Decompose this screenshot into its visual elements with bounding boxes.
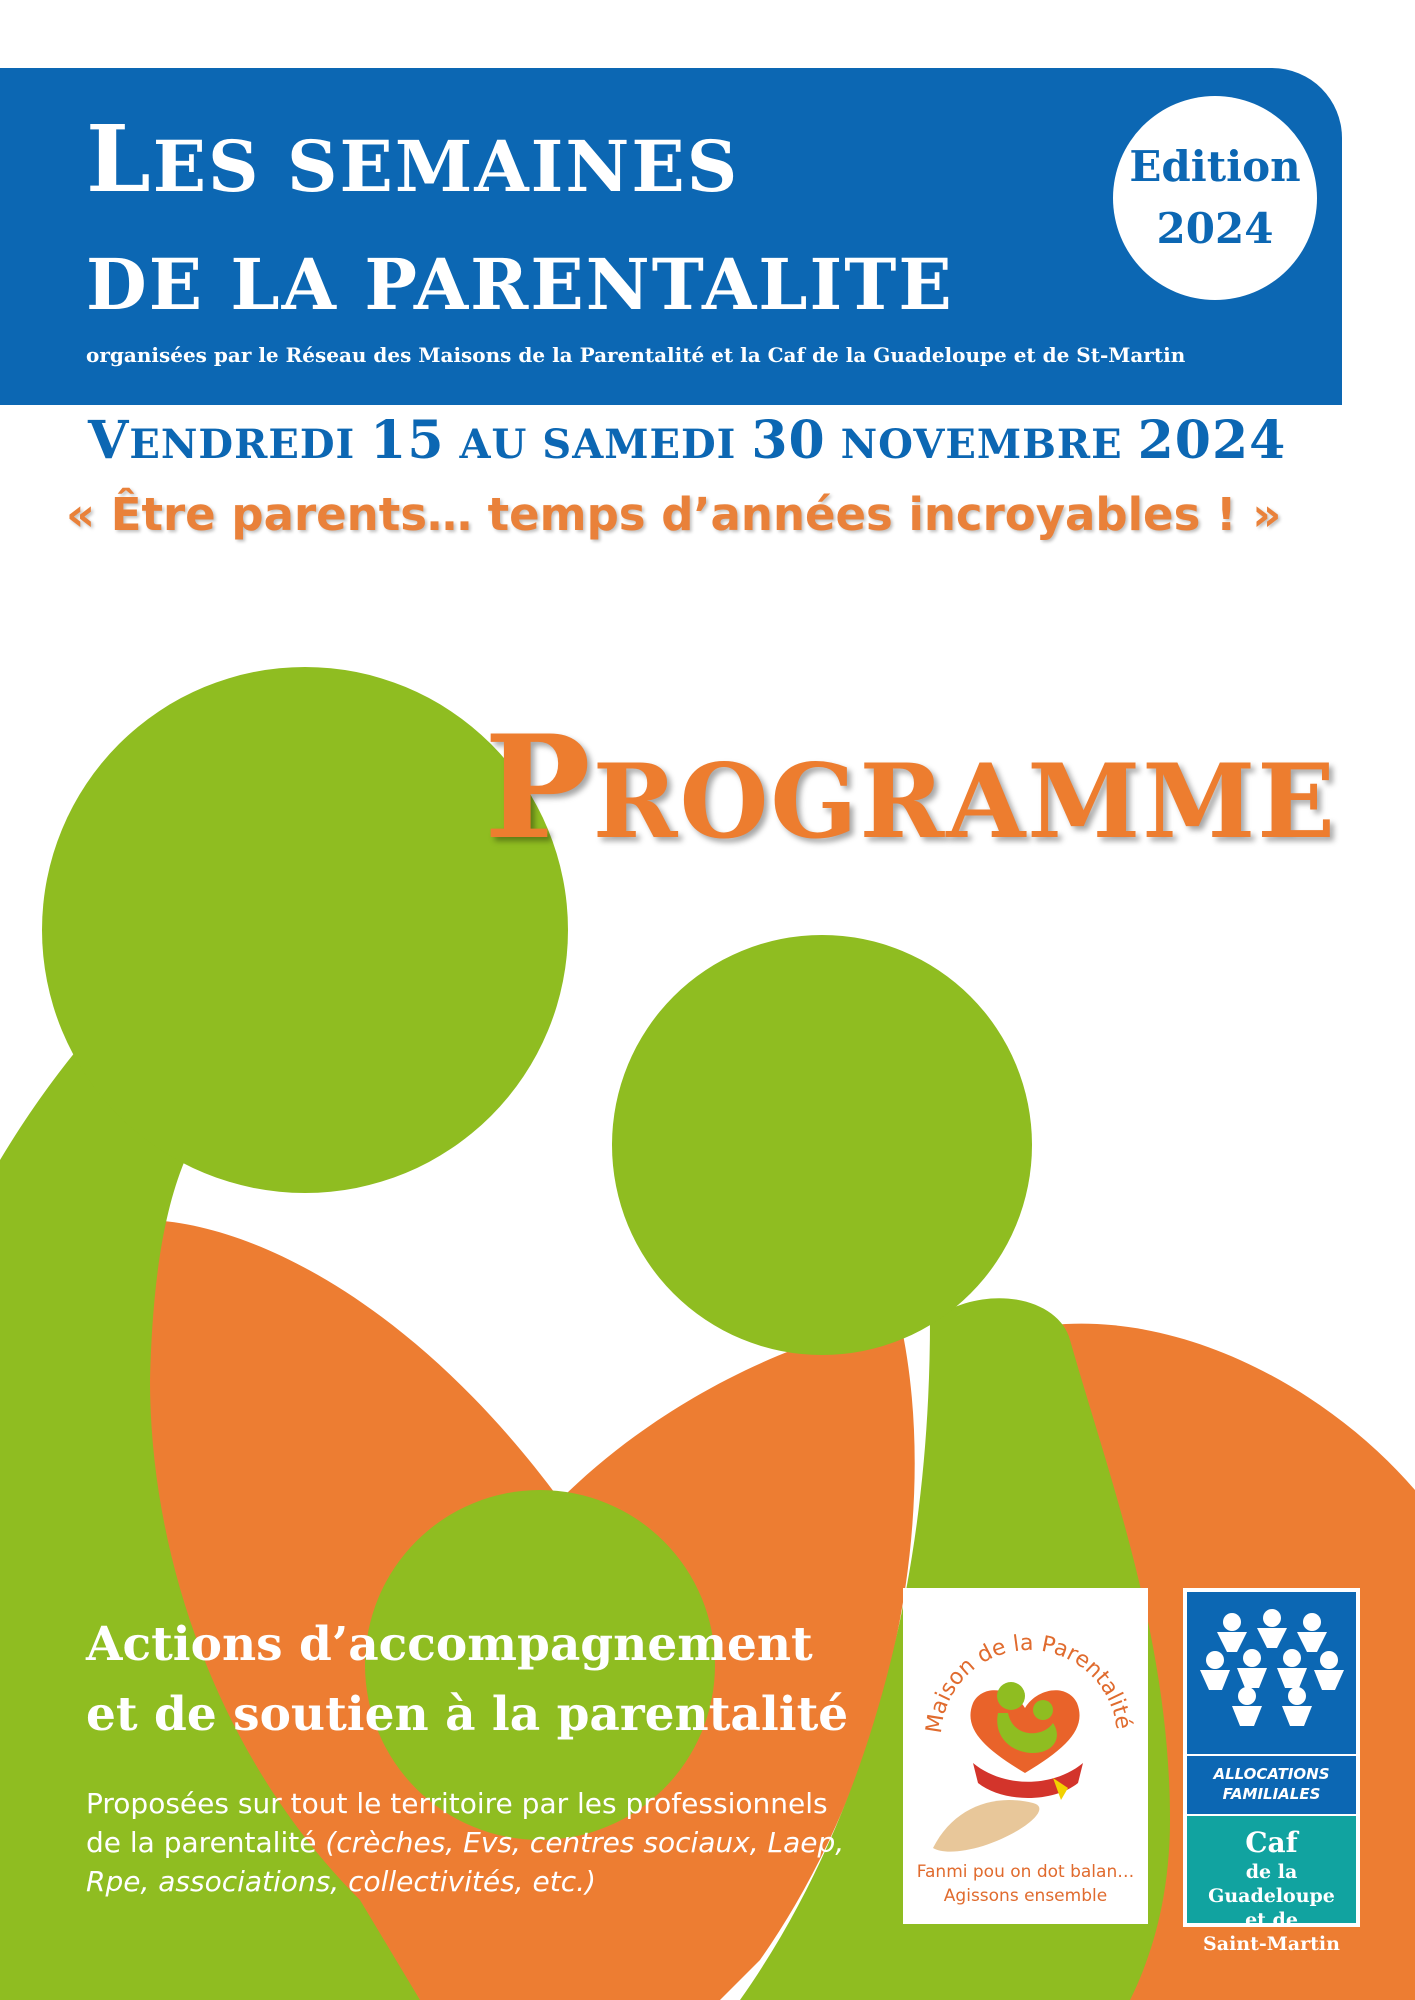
dates-weekday1: ENDREDI — [129, 421, 371, 468]
dates-day1: 15 — [370, 410, 445, 471]
maison-shell-icon — [933, 1800, 1039, 1852]
allocations-line1: ALLOCATIONS — [1213, 1765, 1330, 1783]
title-line1: ES SEMAINES — [152, 125, 740, 208]
actions-description — [86, 1784, 866, 1901]
actions-heading — [86, 1610, 886, 1750]
maison-name: Maison de la Parentalité — [921, 1630, 1136, 1735]
dates-year: 2024 — [1137, 410, 1287, 471]
programme-rest: ROGRAMME — [592, 742, 1337, 862]
dates-month: NOVEMBRE — [825, 421, 1138, 468]
page-title — [86, 100, 954, 344]
actions-line1: Actions d’accompagnement — [86, 1617, 813, 1672]
caf-region-block — [1187, 1816, 1356, 1955]
description-text: Proposées sur tout le territoire par les professionnels de la parentalité — [86, 1787, 828, 1859]
maison-parentalite-logo — [903, 1588, 1148, 1924]
tagline-creole: Fanmi pou on dot balan… — [916, 1862, 1135, 1882]
edition-year: 2024 — [1156, 204, 1274, 253]
title-line2: DE LA PARENTALITE — [86, 243, 954, 326]
allocations-line2: FAMILIALES — [1222, 1785, 1321, 1803]
description-examples: (crèches, Evs, centres sociaux, Laep, Rpe, associations, collectivités, etc.) — [86, 1826, 845, 1898]
edition-label: Edition — [1129, 142, 1301, 191]
caf-region-line1: de la — [1245, 1861, 1298, 1883]
caf-people-icon — [1187, 1592, 1356, 1754]
programme-initial: P — [484, 705, 593, 871]
caf-name: Caf — [1245, 1826, 1298, 1859]
organisers-text: organisées par le Réseau des Maisons de la Parentalité et la Caf de la Guadeloupe et de St-Martin — [86, 343, 1186, 367]
event-theme: « Être parents… temps d’années incroyables ! » — [66, 488, 1282, 541]
dates-day2: 30 — [751, 410, 826, 471]
event-dates — [88, 410, 1286, 471]
dates-weekday2: AU SAMEDI — [444, 421, 752, 468]
caf-logo — [1183, 1588, 1360, 1955]
programme-heading — [484, 705, 1337, 871]
actions-line2: et de soutien à la parentalité — [86, 1687, 849, 1742]
green-head-parent-right — [612, 935, 1032, 1355]
caf-region-line2: Guadeloupe — [1208, 1885, 1335, 1907]
maison-tagline — [903, 1860, 1148, 1908]
title-initial: L — [86, 105, 153, 213]
caf-region-line4: Saint-Martin — [1203, 1933, 1340, 1955]
caf-region-line3: et de — [1245, 1909, 1298, 1931]
maison-heart-icon — [970, 1690, 1079, 1773]
dates-initial: V — [88, 410, 130, 471]
tagline-french: Agissons ensemble — [943, 1886, 1108, 1906]
edition-badge — [1113, 96, 1317, 300]
maison-parentalite-emblem — [903, 1588, 1148, 1860]
allocations-familiales-label — [1187, 1754, 1356, 1814]
caf-emblem — [1187, 1592, 1356, 1754]
